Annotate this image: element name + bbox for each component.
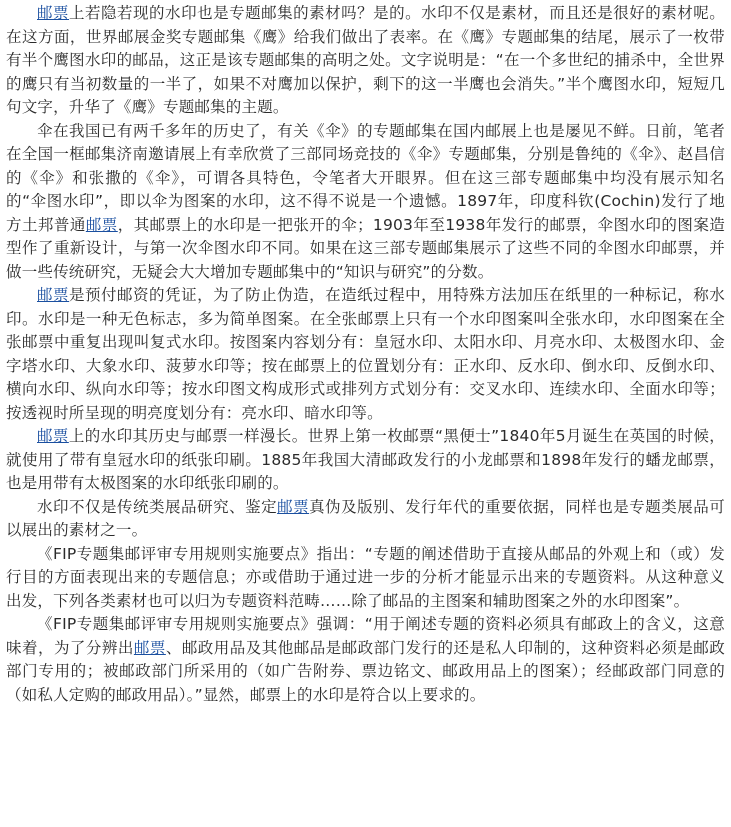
paragraph-1	[6, 2, 725, 120]
paragraph-text: 真伪及版别、发行年代的重要依据，同样也是专题类展品可以展出的素材之一。	[6, 497, 725, 539]
stamp-keyword-link[interactable]: 邮票	[85, 215, 118, 234]
paragraph-text: 伞在我国已有两千多年的历史了，有关《伞》的专题邮集在国内邮展上也是屡见不鲜。日前，笔者在全国一框邮集济南邀请展上有幸欣赏了三部同场竞技的《伞》专题邮集，分别是鲁纯的《伞》、赵昌信的《伞》和张撒的《伞》，可谓各具特色，令笔者大开眼界。但在这三部专题邮集中均没有展示知名的“伞图水印”，即以伞为图案的水印，这不得不说是一个遗憾。1897年，印度科钦(Cochin)发行了地方土邦普通	[6, 121, 725, 234]
paragraph-7	[6, 613, 725, 707]
paragraph-text: 《FIP专题集邮评审专用规则实施要点》指出：“专题的阐述借助于直接从邮品的外观上和（或）发行目的方面表现出来的专题信息；亦或借助于通过进一步的分析才能显示出来的专题资料。从这种意义出发，下列各类素材也可以归为专题资料范畴……除了邮品的主图案和辅助图案之外的水印图案”。	[6, 544, 725, 610]
stamp-keyword-link[interactable]: 邮票	[133, 638, 166, 657]
paragraph-4	[6, 425, 725, 496]
paragraph-text: 上的水印其历史与邮票一样漫长。世界上第一枚邮票“黑便士”1840年5月诞生在英国的时候，就使用了带有皇冠水印的纸张印刷。1885年我国大清邮政发行的小龙邮票和1898年发行的蟠龙邮票，也是用带有太极图案的水印纸张印刷的。	[6, 427, 726, 492]
paragraph-text: 、邮政用品及其他邮品是邮政部门发行的还是私人印制的，这种资料必须是邮政部门专用的；被邮政部门所采用的（如广告附券、票边铭文、邮政用品上的图案）；经邮政部门同意的（如私人定购的邮政用品）。”显然，邮票上的水印是符合以上要求的。	[6, 638, 725, 704]
paragraph-text: ，其邮票上的水印是一把张开的伞；1903年至1938年发行的邮票，伞图水印的图案造型作了重新设计，与第一次伞图水印不同。如果在这三部专题邮集展示了这些不同的伞图水印邮票，并做一些传统研究，无疑会大大增加专题邮集中的“知识与研究”的分数。	[6, 215, 725, 281]
paragraph-6	[6, 543, 725, 614]
paragraph-text: 上若隐若现的水印也是专题邮集的素材吗？是的。水印不仅是素材，而且还是很好的素材呢。在这方面，世界邮展金奖专题邮集《鹰》给我们做出了表率。在《鹰》专题邮集的结尾，展示了一枚带有半个鹰图水印的邮品，这正是该专题邮集的高明之处。文字说明是：“在一个多世纪的捕杀中，全世界的鹰只有当初数量的一半了，如果不对鹰加以保护，剩下的这一半鹰也会消失。”半个鹰图水印，短短几句文字，升华了《鹰》专题邮集的主题。	[6, 4, 725, 116]
paragraph-text: 《FIP专题集邮评审专用规则实施要点》强调：“用于阐述专题的资料必须具有邮政上的含义，这意味着，为了分辨出	[6, 615, 725, 657]
stamp-keyword-link[interactable]: 邮票	[277, 497, 310, 516]
paragraph-2	[6, 120, 725, 285]
paragraph-3	[6, 284, 725, 425]
stamp-keyword-link[interactable]: 邮票	[37, 286, 70, 304]
paragraph-text: 水印不仅是传统类展品研究、鉴定	[37, 497, 278, 516]
paragraph-text: 是预付邮资的凭证，为了防止伪造，在造纸过程中，用特殊方法加压在纸里的一种标记，称水印。水印是一种无色标志，多为简单图案。在全张邮票上只有一个水印图案叫全张水印，水印图案在全张邮票中重复出现叫复式水印。按图案内容划分有：皇冠水印、太阳水印、月亮水印、太极图水印、金字塔水印、大象水印、菠萝水印等；按在邮票上的位置划分有：正水印、反水印、倒水印、反倒水印、横向水印、纵向水印等；按水印图文构成形式或排列方式划分有：交叉水印、连续水印、全面水印等；按透视时所呈现的明亮度划分有：亮水印、暗水印等。	[6, 286, 725, 422]
stamp-keyword-link[interactable]: 邮票	[37, 4, 70, 22]
paragraph-5	[6, 496, 725, 543]
stamp-keyword-link[interactable]: 邮票	[37, 427, 69, 445]
